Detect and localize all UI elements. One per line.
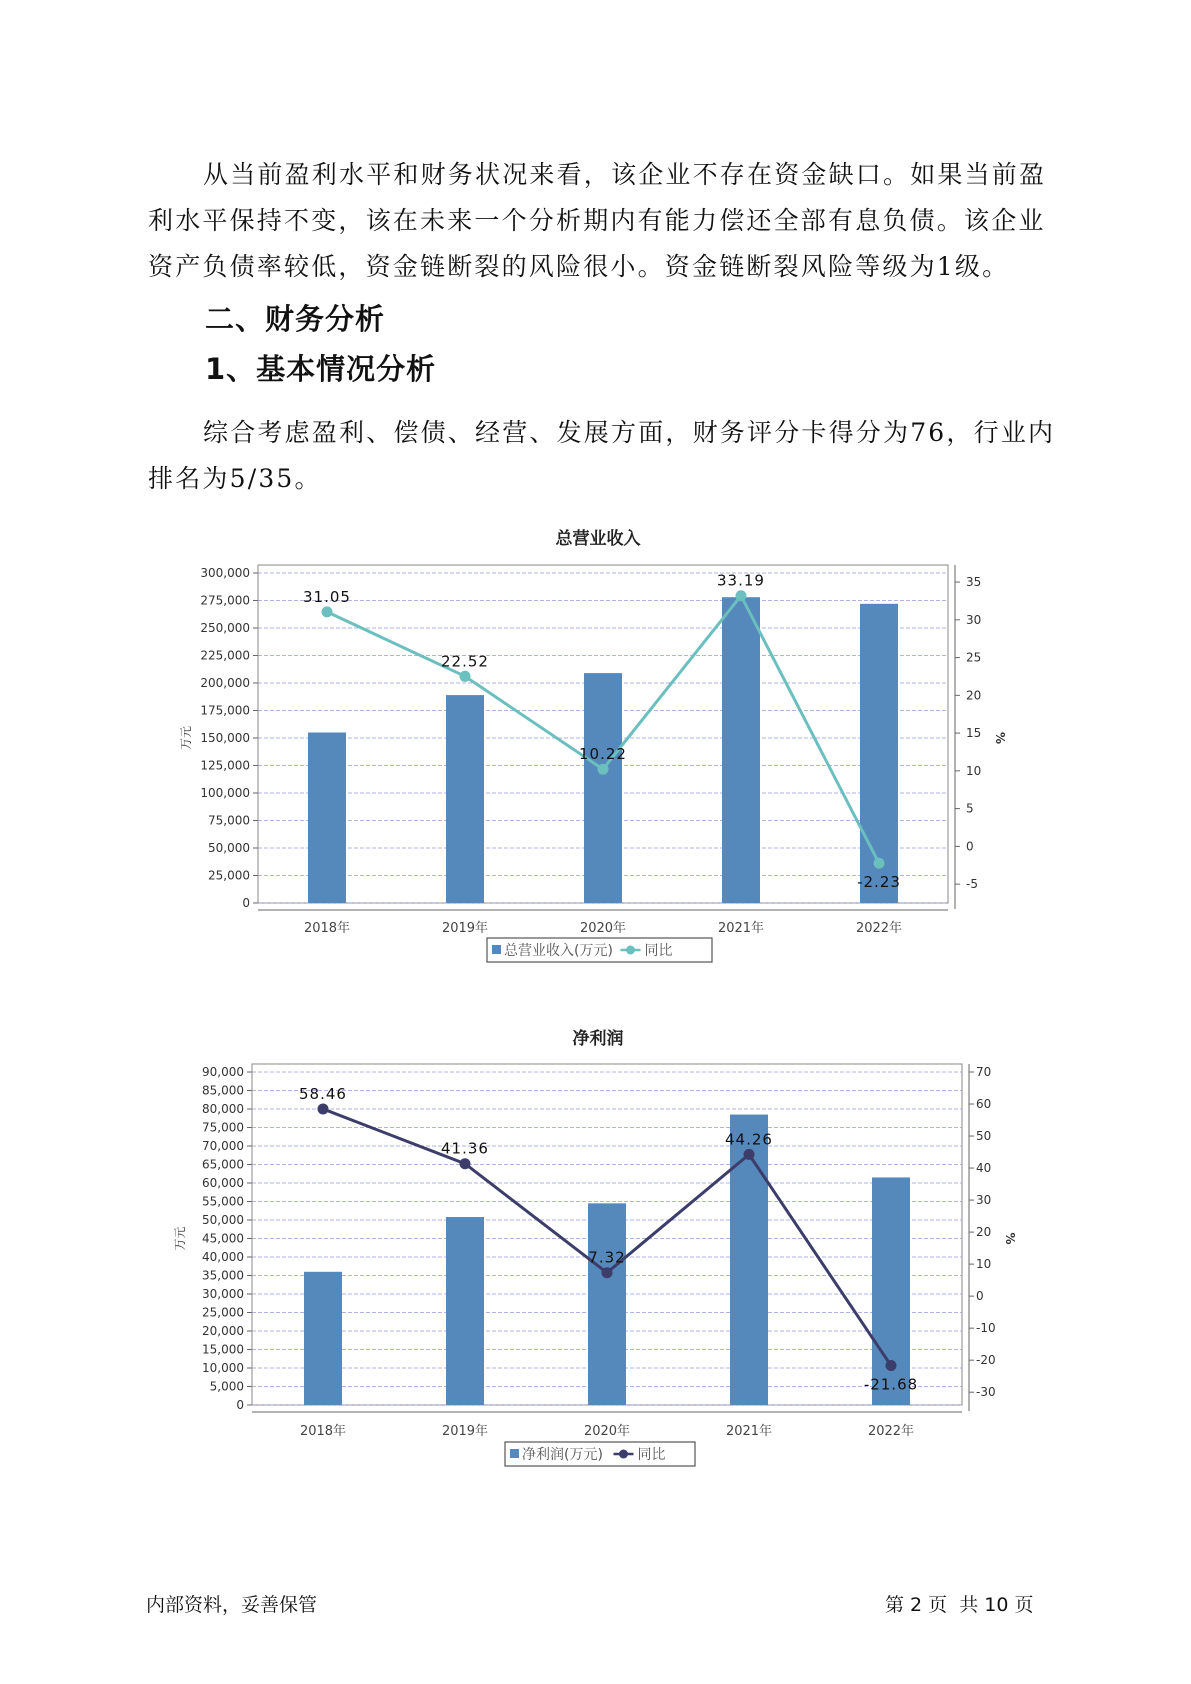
y-tick-label: 85,000 (202, 1083, 244, 1098)
y-tick-label: 175,000 (200, 703, 250, 718)
net-profit-chart (0, 1020, 1191, 1490)
legend-line-marker (626, 946, 635, 955)
y-tick-label: 250,000 (200, 621, 250, 635)
y-tick-label: 0 (236, 1398, 244, 1412)
y-tick-label: 55,000 (202, 1194, 244, 1209)
y-tick-label: 50,000 (208, 841, 250, 855)
yoy-point (736, 590, 747, 601)
yoy-point (744, 1149, 755, 1160)
yoy-point (602, 1267, 613, 1278)
chart-title: 净利润 (572, 1029, 624, 1049)
data-label: 33.19 (717, 571, 765, 590)
y-tick-label: 75,000 (202, 1120, 244, 1135)
y-tick-label: 150,000 (200, 731, 250, 745)
legend-bar-label: 总营业收入(万元) (504, 943, 613, 959)
y-tick-label: 10,000 (202, 1361, 244, 1375)
x-tick-label: 2019年 (441, 1424, 489, 1439)
x-tick-label: 2022年 (855, 921, 903, 936)
data-label: -21.68 (863, 1375, 919, 1394)
y2-tick-label: 60 (976, 1097, 992, 1112)
legend-bar-label: 净利润(万元) (522, 1447, 603, 1463)
yoy-point (460, 671, 471, 682)
y-axis-label: 万元 (179, 725, 193, 751)
yoy-point (460, 1158, 471, 1169)
y2-tick-label: 0 (966, 839, 974, 854)
x-tick-label: 2018年 (303, 921, 351, 936)
chart-title: 总营业收入 (555, 529, 641, 549)
revenue-chart-svg (0, 520, 1191, 980)
data-label: 58.46 (299, 1084, 347, 1103)
bar (308, 733, 346, 904)
y2-tick-label: 25 (966, 650, 982, 665)
y2-axis-label: % (1003, 1232, 1017, 1245)
y2-tick-label: -5 (966, 877, 978, 892)
y-tick-label: 30,000 (202, 1287, 244, 1301)
footer-note: 内部资料，妥善保管 (146, 1594, 318, 1616)
yoy-point (318, 1103, 329, 1114)
y2-tick-label: -10 (976, 1321, 996, 1336)
yoy-point (598, 764, 609, 775)
x-tick-label: 2018年 (299, 1424, 347, 1439)
y2-tick-label: 30 (966, 612, 982, 627)
data-label: 7.32 (588, 1248, 626, 1267)
section-heading: 二、财务分析 (205, 302, 386, 336)
y-tick-label: 75,000 (208, 813, 250, 828)
y2-tick-label: 15 (966, 726, 982, 741)
data-label: -2.23 (857, 873, 901, 892)
y2-tick-label: 5 (966, 801, 974, 816)
y-tick-label: 20,000 (202, 1324, 244, 1338)
y-tick-label: 65,000 (202, 1157, 244, 1172)
y2-tick-label: 10 (966, 763, 982, 778)
y-tick-label: 35,000 (202, 1268, 244, 1283)
bar (446, 1217, 484, 1405)
data-label: 22.52 (441, 652, 489, 671)
yoy-point (886, 1360, 897, 1371)
y2-tick-label: 35 (966, 575, 982, 590)
y2-tick-label: 10 (976, 1257, 992, 1272)
y-tick-label: 25,000 (208, 868, 250, 883)
page-number: 第 2 页 共 10 页 (885, 1594, 1034, 1616)
y-tick-label: 5,000 (209, 1379, 244, 1394)
y-tick-label: 40,000 (202, 1250, 244, 1264)
y-tick-label: 0 (242, 896, 250, 910)
y-tick-label: 50,000 (202, 1213, 244, 1227)
legend-line-label: 同比 (637, 1447, 666, 1463)
y2-tick-label: 30 (976, 1193, 992, 1208)
bar (584, 673, 622, 903)
y2-tick-label: 50 (976, 1129, 992, 1144)
yoy-point (874, 858, 885, 869)
data-label: 44.26 (725, 1130, 773, 1149)
y-tick-label: 90,000 (202, 1065, 244, 1079)
y2-axis-label: % (993, 731, 1007, 745)
y-tick-label: 25,000 (202, 1305, 244, 1320)
revenue-chart (0, 520, 1191, 980)
y-tick-label: 60,000 (202, 1176, 244, 1190)
legend-line-label: 同比 (644, 943, 673, 959)
y2-tick-label: 20 (966, 688, 982, 703)
y-axis-label: 万元 (173, 1226, 187, 1251)
data-label: 31.05 (303, 587, 351, 606)
legend-bar-swatch (510, 1449, 519, 1458)
x-tick-label: 2021年 (725, 1424, 773, 1439)
x-tick-label: 2020年 (579, 921, 627, 936)
y-tick-label: 70,000 (202, 1139, 244, 1153)
bar (588, 1203, 626, 1405)
summary-paragraph: 综合考虑盈利、偿债、经营、发展方面，财务评分卡得分为76，行业内排名为5/35。 (148, 418, 1056, 493)
y2-tick-label: 0 (976, 1289, 984, 1304)
y-tick-label: 125,000 (200, 758, 250, 773)
y2-tick-label: 20 (976, 1225, 992, 1240)
y2-tick-label: 40 (976, 1161, 992, 1176)
y-tick-label: 100,000 (200, 786, 250, 800)
bar (722, 597, 760, 903)
y-tick-label: 300,000 (200, 566, 250, 580)
y-tick-label: 200,000 (200, 676, 250, 690)
y-tick-label: 275,000 (200, 593, 250, 608)
y2-tick-label: -30 (976, 1385, 996, 1400)
y2-tick-label: 70 (976, 1065, 992, 1079)
x-tick-label: 2022年 (867, 1424, 915, 1439)
legend-line-marker (619, 1450, 628, 1459)
y-tick-label: 45,000 (202, 1231, 244, 1246)
y2-tick-label: -20 (976, 1353, 996, 1368)
section-subheading: 1、基本情况分析 (205, 352, 437, 386)
bar (446, 695, 484, 903)
y-tick-label: 15,000 (202, 1342, 244, 1357)
net-profit-chart-svg (0, 1020, 1191, 1490)
intro-paragraph: 从当前盈利水平和财务状况来看，该企业不存在资金缺口。如果当前盈利水平保持不变，该在未来一个分析期内有能力偿还全部有息负债。该企业资产负债率较低，资金链断裂的风险很小。资金链断裂风险等级为1级。 (148, 160, 1047, 281)
y-tick-label: 225,000 (200, 648, 250, 663)
bar (304, 1272, 342, 1405)
x-tick-label: 2019年 (441, 921, 489, 936)
x-tick-label: 2020年 (583, 1424, 631, 1439)
y-tick-label: 80,000 (202, 1102, 244, 1116)
legend-bar-swatch (492, 945, 501, 954)
x-tick-label: 2021年 (717, 921, 765, 936)
data-label: 10.22 (579, 745, 627, 764)
yoy-point (322, 606, 333, 617)
data-label: 41.36 (441, 1139, 489, 1158)
